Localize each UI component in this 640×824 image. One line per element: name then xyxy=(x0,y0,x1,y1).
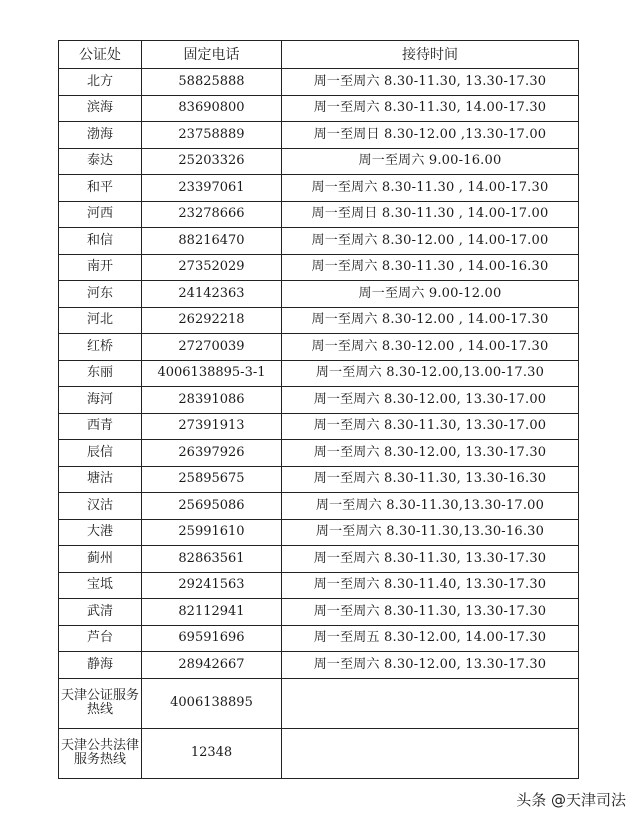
office-name-cell: 河西 xyxy=(59,201,142,228)
header-hours: 接待时间 xyxy=(282,41,579,69)
hours-cell: 周一至周六 8.30-12.00, 13.30-17.30 xyxy=(282,440,579,467)
table-row xyxy=(59,519,579,546)
phone-cell: 25895675 xyxy=(142,466,282,493)
phone-cell: 4006138895-3-1 xyxy=(142,360,282,387)
table-header-row xyxy=(59,41,579,69)
hours-cell: 周一至周六 8.30-11.30,13.30-17.00 xyxy=(282,493,579,520)
office-name-cell: 河东 xyxy=(59,281,142,308)
table-row xyxy=(59,493,579,520)
table-row xyxy=(59,546,579,573)
phone-cell: 27391913 xyxy=(142,413,282,440)
hours-cell: 周一至周六 8.30-11.30, 14.00-17.30 xyxy=(282,95,579,122)
office-name-cell: 蓟州 xyxy=(59,546,142,573)
table-row xyxy=(59,201,579,228)
phone-cell: 28391086 xyxy=(142,387,282,414)
phone-cell: 82112941 xyxy=(142,599,282,626)
phone-cell: 23397061 xyxy=(142,175,282,202)
header-office: 公证处 xyxy=(59,41,142,69)
table-row xyxy=(59,413,579,440)
hotline-row xyxy=(59,728,579,778)
hotline-name-cell: 天津公证服务热线 xyxy=(59,678,142,728)
phone-cell: 29241563 xyxy=(142,572,282,599)
table-row xyxy=(59,122,579,149)
hours-cell: 周一至周六 8.30-12.00, 13.30-17.00 xyxy=(282,387,579,414)
phone-cell: 69591696 xyxy=(142,625,282,652)
office-name-cell: 宝坻 xyxy=(59,572,142,599)
hours-cell: 周一至周六 8.30-12.00, 13.30-17.30 xyxy=(282,652,579,679)
hotline-name-cell: 天津公共法律服务热线 xyxy=(59,728,142,778)
table-row xyxy=(59,599,579,626)
hotline-phone-cell: 12348 xyxy=(142,728,282,778)
office-name-cell: 泰达 xyxy=(59,148,142,175)
hours-cell: 周一至周六 9.00-16.00 xyxy=(282,148,579,175)
table-row xyxy=(59,625,579,652)
office-name-cell: 塘沽 xyxy=(59,466,142,493)
table-row xyxy=(59,95,579,122)
office-name-cell: 和平 xyxy=(59,175,142,202)
hours-cell: 周一至周六 8.30-12.00 , 14.00-17.00 xyxy=(282,228,579,255)
table-row xyxy=(59,148,579,175)
hours-cell: 周一至周日 8.30-12.00 ,13.30-17.00 xyxy=(282,122,579,149)
hotline-row xyxy=(59,678,579,728)
table-row xyxy=(59,572,579,599)
table-row xyxy=(59,254,579,281)
hours-cell: 周一至周六 8.30-11.40, 13.30-17.30 xyxy=(282,572,579,599)
hours-cell: 周一至周日 8.30-11.30 , 14.00-17.00 xyxy=(282,201,579,228)
office-name-cell: 西青 xyxy=(59,413,142,440)
table-row xyxy=(59,466,579,493)
phone-cell: 25695086 xyxy=(142,493,282,520)
table-row xyxy=(59,387,579,414)
phone-cell: 88216470 xyxy=(142,228,282,255)
hours-cell: 周一至周六 8.30-12.00,13.00-17.30 xyxy=(282,360,579,387)
hours-cell: 周一至周六 8.30-11.30 , 14.00-16.30 xyxy=(282,254,579,281)
office-name-cell: 红桥 xyxy=(59,334,142,361)
hotline-hours-cell xyxy=(282,728,579,778)
hours-cell: 周一至周六 8.30-12.00 , 14.00-17.30 xyxy=(282,334,579,361)
phone-cell: 26292218 xyxy=(142,307,282,334)
table-row xyxy=(59,69,579,96)
table-row xyxy=(59,307,579,334)
hours-cell: 周一至周六 8.30-11.30, 13.30-17.30 xyxy=(282,546,579,573)
hours-cell: 周一至周六 8.30-11.30,13.30-16.30 xyxy=(282,519,579,546)
phone-cell: 27270039 xyxy=(142,334,282,361)
phone-cell: 25203326 xyxy=(142,148,282,175)
table-row xyxy=(59,281,579,308)
table-body xyxy=(59,69,579,779)
office-name-cell: 和信 xyxy=(59,228,142,255)
phone-cell: 58825888 xyxy=(142,69,282,96)
office-name-cell: 北方 xyxy=(59,69,142,96)
hotline-phone-cell: 4006138895 xyxy=(142,678,282,728)
office-name-cell: 渤海 xyxy=(59,122,142,149)
office-name-cell: 河北 xyxy=(59,307,142,334)
office-name-cell: 东丽 xyxy=(59,360,142,387)
hours-cell: 周一至周六 8.30-11.30 , 14.00-17.30 xyxy=(282,175,579,202)
header-phone: 固定电话 xyxy=(142,41,282,69)
phone-cell: 23278666 xyxy=(142,201,282,228)
hours-cell: 周一至周五 8.30-12.00, 14.00-17.30 xyxy=(282,625,579,652)
table-row xyxy=(59,175,579,202)
table-row xyxy=(59,360,579,387)
office-name-cell: 大港 xyxy=(59,519,142,546)
office-name-cell: 南开 xyxy=(59,254,142,281)
phone-cell: 24142363 xyxy=(142,281,282,308)
hotline-hours-cell xyxy=(282,678,579,728)
table-row xyxy=(59,440,579,467)
table-row xyxy=(59,652,579,679)
hours-cell: 周一至周六 9.00-12.00 xyxy=(282,281,579,308)
notary-office-table xyxy=(58,40,579,779)
hours-cell: 周一至周六 8.30-12.00 , 14.00-17.30 xyxy=(282,307,579,334)
phone-cell: 27352029 xyxy=(142,254,282,281)
office-name-cell: 汉沽 xyxy=(59,493,142,520)
office-name-cell: 武清 xyxy=(59,599,142,626)
hours-cell: 周一至周六 8.30-11.30, 13.30-16.30 xyxy=(282,466,579,493)
phone-cell: 83690800 xyxy=(142,95,282,122)
office-name-cell: 滨海 xyxy=(59,95,142,122)
phone-cell: 82863561 xyxy=(142,546,282,573)
hours-cell: 周一至周六 8.30-11.30, 13.30-17.30 xyxy=(282,599,579,626)
hours-cell: 周一至周六 8.30-11.30, 13.30-17.00 xyxy=(282,413,579,440)
office-name-cell: 辰信 xyxy=(59,440,142,467)
phone-cell: 25991610 xyxy=(142,519,282,546)
phone-cell: 28942667 xyxy=(142,652,282,679)
phone-cell: 26397926 xyxy=(142,440,282,467)
office-name-cell: 海河 xyxy=(59,387,142,414)
watermark: 头条 @天津司法 xyxy=(516,791,626,809)
hours-cell: 周一至周六 8.30-11.30, 13.30-17.30 xyxy=(282,69,579,96)
office-name-cell: 芦台 xyxy=(59,625,142,652)
office-name-cell: 静海 xyxy=(59,652,142,679)
phone-cell: 23758889 xyxy=(142,122,282,149)
table-row xyxy=(59,334,579,361)
table-row xyxy=(59,228,579,255)
